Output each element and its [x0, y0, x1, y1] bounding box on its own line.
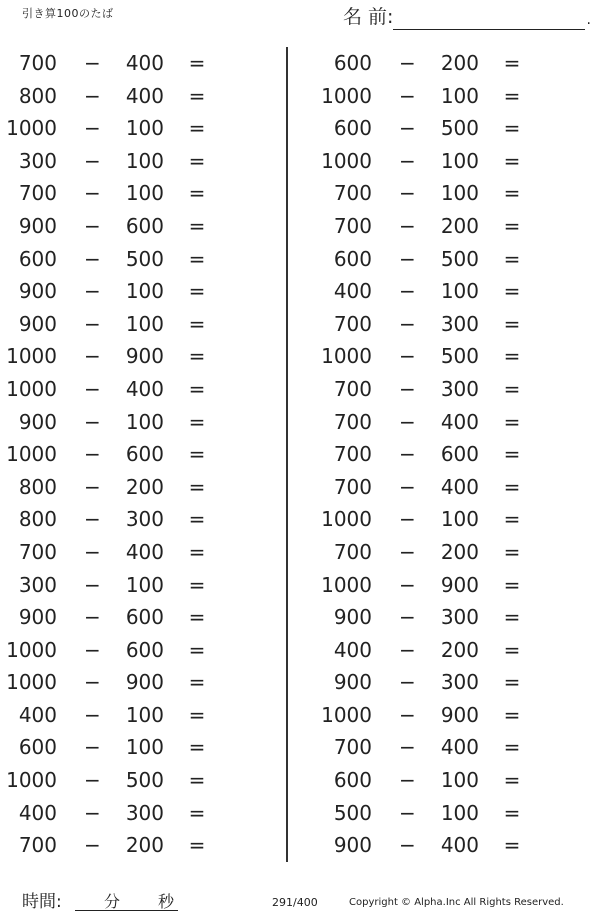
- minus-sign: −: [84, 376, 101, 401]
- worksheet-title: 引き算100のたば: [22, 7, 114, 20]
- problem-row: [315, 699, 555, 732]
- minus-sign: −: [399, 605, 416, 630]
- problem-column-right: [315, 47, 555, 862]
- subtrahend: 500: [440, 344, 479, 369]
- minuend: 800: [18, 83, 57, 108]
- minus-sign: −: [84, 605, 101, 630]
- problem-row: [0, 308, 240, 341]
- minus-sign: −: [399, 702, 416, 727]
- problem-row: [0, 112, 240, 145]
- equals-sign: =: [188, 442, 206, 467]
- subtrahend: 400: [125, 83, 164, 108]
- problem-row: [315, 503, 555, 536]
- minus-sign: −: [399, 735, 416, 760]
- minuend: 800: [18, 474, 57, 499]
- minuend: 1000: [321, 148, 372, 173]
- minus-sign: −: [84, 181, 101, 206]
- problem-row: [315, 275, 555, 308]
- minus-sign: −: [84, 409, 101, 434]
- equals-sign: =: [503, 116, 521, 141]
- problem-row: [315, 471, 555, 504]
- minus-sign: −: [399, 670, 416, 695]
- problem-row: [0, 406, 240, 439]
- minus-sign: −: [84, 507, 101, 532]
- minuend: 900: [333, 605, 372, 630]
- subtrahend: 300: [125, 507, 164, 532]
- problem-row: [0, 275, 240, 308]
- subtrahend: 300: [440, 605, 479, 630]
- subtrahend: 600: [125, 637, 164, 662]
- minuend: 700: [18, 181, 57, 206]
- minuend: 1000: [6, 442, 57, 467]
- equals-sign: =: [188, 311, 206, 336]
- subtrahend: 400: [125, 51, 164, 75]
- minus-sign: −: [84, 344, 101, 369]
- minuend: 700: [18, 833, 57, 858]
- problem-row: [315, 731, 555, 764]
- minuend: 700: [333, 181, 372, 206]
- subtrahend: 200: [440, 51, 479, 75]
- minuend: 900: [18, 409, 57, 434]
- minus-sign: −: [84, 442, 101, 467]
- equals-sign: =: [503, 702, 521, 727]
- minuend: 400: [18, 702, 57, 727]
- subtrahend: 400: [125, 376, 164, 401]
- subtrahend: 100: [125, 572, 164, 597]
- minuend: 600: [333, 51, 372, 75]
- subtrahend: 500: [440, 116, 479, 141]
- equals-sign: =: [188, 800, 206, 825]
- minus-sign: −: [399, 833, 416, 858]
- problem-row: [315, 243, 555, 276]
- name-area: [343, 4, 591, 30]
- name-field[interactable]: [393, 7, 585, 30]
- problem-row: [315, 601, 555, 634]
- minuend: 600: [18, 246, 57, 271]
- problem-row: [0, 666, 240, 699]
- minuend: 1000: [321, 83, 372, 108]
- subtrahend: 600: [125, 605, 164, 630]
- minuend: 1000: [6, 376, 57, 401]
- problem-column-left: [0, 47, 240, 862]
- subtrahend: 900: [125, 344, 164, 369]
- problem-row: [315, 438, 555, 471]
- problem-row: [315, 112, 555, 145]
- problem-row: [0, 731, 240, 764]
- minuend: 600: [18, 735, 57, 760]
- minuend: 1000: [321, 572, 372, 597]
- problem-row: [315, 797, 555, 830]
- subtrahend: 100: [125, 409, 164, 434]
- minus-sign: −: [399, 572, 416, 597]
- subtrahend: 100: [125, 735, 164, 760]
- equals-sign: =: [188, 116, 206, 141]
- minus-sign: −: [399, 51, 416, 75]
- problem-row: [315, 634, 555, 667]
- minutes-label: 分: [104, 892, 121, 911]
- minus-sign: −: [84, 702, 101, 727]
- footer: [0, 890, 600, 914]
- equals-sign: =: [188, 409, 206, 434]
- subtrahend: 300: [125, 800, 164, 825]
- problem-row: [315, 406, 555, 439]
- minuend: 700: [333, 474, 372, 499]
- problem-row: [0, 47, 240, 80]
- minuend: 700: [333, 376, 372, 401]
- subtrahend: 600: [125, 213, 164, 238]
- equals-sign: =: [503, 735, 521, 760]
- minus-sign: −: [399, 181, 416, 206]
- subtrahend: 200: [440, 637, 479, 662]
- equals-sign: =: [188, 83, 206, 108]
- equals-sign: =: [188, 605, 206, 630]
- equals-sign: =: [503, 572, 521, 597]
- subtrahend: 200: [125, 474, 164, 499]
- minus-sign: −: [399, 246, 416, 271]
- subtrahend: 200: [440, 213, 479, 238]
- name-dot: .: [586, 12, 591, 28]
- equals-sign: =: [503, 637, 521, 662]
- page-number: 291/400: [272, 896, 318, 909]
- problem-row: [0, 601, 240, 634]
- minus-sign: −: [84, 83, 101, 108]
- problem-row: [0, 634, 240, 667]
- minuend: 1000: [321, 344, 372, 369]
- minuend: 400: [333, 279, 372, 304]
- minus-sign: −: [84, 768, 101, 793]
- problem-row: [0, 438, 240, 471]
- equals-sign: =: [503, 474, 521, 499]
- minuend: 700: [333, 409, 372, 434]
- minuend: 900: [18, 213, 57, 238]
- equals-sign: =: [188, 539, 206, 564]
- time-label: 時間:: [22, 892, 62, 912]
- minus-sign: −: [399, 344, 416, 369]
- minus-sign: −: [399, 539, 416, 564]
- minus-sign: −: [84, 572, 101, 597]
- minuend: 700: [333, 735, 372, 760]
- problem-row: [315, 340, 555, 373]
- minuend: 900: [18, 311, 57, 336]
- problem-row: [315, 764, 555, 797]
- equals-sign: =: [503, 605, 521, 630]
- subtrahend: 100: [125, 148, 164, 173]
- subtrahend: 900: [440, 572, 479, 597]
- problem-row: [0, 80, 240, 113]
- minuend: 300: [18, 148, 57, 173]
- problem-row: [0, 177, 240, 210]
- minus-sign: −: [84, 213, 101, 238]
- problem-row: [0, 145, 240, 178]
- equals-sign: =: [503, 246, 521, 271]
- subtrahend: 100: [125, 181, 164, 206]
- minuend: 700: [18, 539, 57, 564]
- equals-sign: =: [188, 181, 206, 206]
- column-divider: [286, 47, 288, 862]
- copyright-notice: Copyright © Alpha.Inc All Rights Reserved.: [349, 897, 564, 908]
- minus-sign: −: [399, 148, 416, 173]
- minus-sign: −: [399, 800, 416, 825]
- minus-sign: −: [84, 539, 101, 564]
- equals-sign: =: [188, 507, 206, 532]
- equals-sign: =: [503, 376, 521, 401]
- subtrahend: 500: [125, 246, 164, 271]
- subtrahend: 900: [440, 702, 479, 727]
- problem-row: [315, 569, 555, 602]
- problem-row: [315, 829, 555, 862]
- minuend: 800: [18, 507, 57, 532]
- subtrahend: 500: [125, 768, 164, 793]
- subtrahend: 100: [125, 311, 164, 336]
- equals-sign: =: [503, 83, 521, 108]
- equals-sign: =: [503, 148, 521, 173]
- problem-row: [315, 373, 555, 406]
- subtrahend: 100: [125, 279, 164, 304]
- problem-row: [315, 210, 555, 243]
- minus-sign: −: [84, 246, 101, 271]
- subtrahend: 100: [440, 83, 479, 108]
- equals-sign: =: [503, 409, 521, 434]
- problem-row: [0, 471, 240, 504]
- name-label: 名 前:: [343, 6, 394, 28]
- minus-sign: −: [399, 213, 416, 238]
- problem-row: [315, 177, 555, 210]
- subtrahend: 400: [440, 474, 479, 499]
- problem-row: [0, 373, 240, 406]
- subtrahend: 100: [440, 768, 479, 793]
- minuend: 1000: [6, 670, 57, 695]
- minuend: 1000: [6, 637, 57, 662]
- minus-sign: −: [399, 409, 416, 434]
- minus-sign: −: [399, 768, 416, 793]
- problem-row: [315, 308, 555, 341]
- minus-sign: −: [399, 311, 416, 336]
- minuend: 900: [333, 670, 372, 695]
- subtrahend: 400: [440, 833, 479, 858]
- minuend: 700: [333, 213, 372, 238]
- equals-sign: =: [188, 51, 206, 75]
- problem-row: [0, 699, 240, 732]
- equals-sign: =: [188, 213, 206, 238]
- minuend: 700: [333, 539, 372, 564]
- minus-sign: −: [84, 51, 101, 75]
- equals-sign: =: [503, 344, 521, 369]
- subtrahend: 100: [125, 116, 164, 141]
- minuend: 900: [18, 605, 57, 630]
- minus-sign: −: [84, 800, 101, 825]
- minus-sign: −: [399, 474, 416, 499]
- problem-row: [315, 47, 555, 80]
- minuend: 900: [333, 833, 372, 858]
- minus-sign: −: [399, 376, 416, 401]
- minus-sign: −: [399, 507, 416, 532]
- equals-sign: =: [503, 507, 521, 532]
- problem-row: [0, 764, 240, 797]
- minus-sign: −: [84, 148, 101, 173]
- subtrahend: 200: [440, 539, 479, 564]
- minuend: 1000: [6, 768, 57, 793]
- problem-row: [0, 243, 240, 276]
- subtrahend: 300: [440, 376, 479, 401]
- equals-sign: =: [503, 539, 521, 564]
- equals-sign: =: [503, 768, 521, 793]
- equals-sign: =: [503, 833, 521, 858]
- minus-sign: −: [399, 442, 416, 467]
- equals-sign: =: [503, 181, 521, 206]
- minuend: 700: [333, 311, 372, 336]
- equals-sign: =: [188, 637, 206, 662]
- equals-sign: =: [188, 572, 206, 597]
- equals-sign: =: [503, 800, 521, 825]
- subtrahend: 400: [440, 409, 479, 434]
- subtrahend: 500: [440, 246, 479, 271]
- minuend: 1000: [6, 344, 57, 369]
- minus-sign: −: [84, 735, 101, 760]
- subtrahend: 600: [125, 442, 164, 467]
- equals-sign: =: [188, 279, 206, 304]
- problem-row: [315, 80, 555, 113]
- subtrahend: 300: [440, 311, 479, 336]
- subtrahend: 200: [125, 833, 164, 858]
- seconds-label: 秒: [158, 892, 175, 911]
- subtrahend: 400: [440, 735, 479, 760]
- minuend: 1000: [6, 116, 57, 141]
- minus-sign: −: [84, 279, 101, 304]
- minus-sign: −: [84, 311, 101, 336]
- minus-sign: −: [399, 83, 416, 108]
- minus-sign: −: [399, 637, 416, 662]
- subtrahend: 400: [125, 539, 164, 564]
- equals-sign: =: [503, 279, 521, 304]
- equals-sign: =: [503, 442, 521, 467]
- problem-row: [0, 536, 240, 569]
- problem-row: [315, 666, 555, 699]
- problem-row: [0, 797, 240, 830]
- subtrahend: 100: [125, 702, 164, 727]
- minus-sign: −: [84, 116, 101, 141]
- minuend: 300: [18, 572, 57, 597]
- equals-sign: =: [188, 474, 206, 499]
- equals-sign: =: [188, 246, 206, 271]
- subtrahend: 100: [440, 148, 479, 173]
- minuend: 600: [333, 246, 372, 271]
- minuend: 600: [333, 116, 372, 141]
- subtrahend: 100: [440, 181, 479, 206]
- subtrahend: 300: [440, 670, 479, 695]
- minus-sign: −: [84, 637, 101, 662]
- equals-sign: =: [188, 344, 206, 369]
- minuend: 400: [18, 800, 57, 825]
- minus-sign: −: [84, 474, 101, 499]
- problem-row: [0, 340, 240, 373]
- equals-sign: =: [503, 213, 521, 238]
- equals-sign: =: [503, 311, 521, 336]
- equals-sign: =: [188, 148, 206, 173]
- subtrahend: 100: [440, 279, 479, 304]
- minus-sign: −: [399, 279, 416, 304]
- minuend: 500: [333, 800, 372, 825]
- problem-row: [0, 210, 240, 243]
- minuend: 600: [333, 768, 372, 793]
- problem-row: [315, 145, 555, 178]
- equals-sign: =: [188, 670, 206, 695]
- equals-sign: =: [503, 670, 521, 695]
- minuend: 400: [333, 637, 372, 662]
- equals-sign: =: [188, 735, 206, 760]
- subtrahend: 600: [440, 442, 479, 467]
- problem-row: [0, 829, 240, 862]
- minuend: 900: [18, 279, 57, 304]
- subtrahend: 100: [440, 800, 479, 825]
- minus-sign: −: [84, 833, 101, 858]
- minuend: 700: [333, 442, 372, 467]
- minus-sign: −: [84, 670, 101, 695]
- problem-row: [0, 569, 240, 602]
- subtrahend: 900: [125, 670, 164, 695]
- equals-sign: =: [188, 833, 206, 858]
- minuend: 1000: [321, 702, 372, 727]
- subtrahend: 100: [440, 507, 479, 532]
- equals-sign: =: [188, 768, 206, 793]
- problem-row: [315, 536, 555, 569]
- minuend: 1000: [321, 507, 372, 532]
- problem-row: [0, 503, 240, 536]
- minuend: 700: [18, 51, 57, 75]
- equals-sign: =: [188, 376, 206, 401]
- minus-sign: −: [399, 116, 416, 141]
- equals-sign: =: [503, 51, 521, 75]
- equals-sign: =: [188, 702, 206, 727]
